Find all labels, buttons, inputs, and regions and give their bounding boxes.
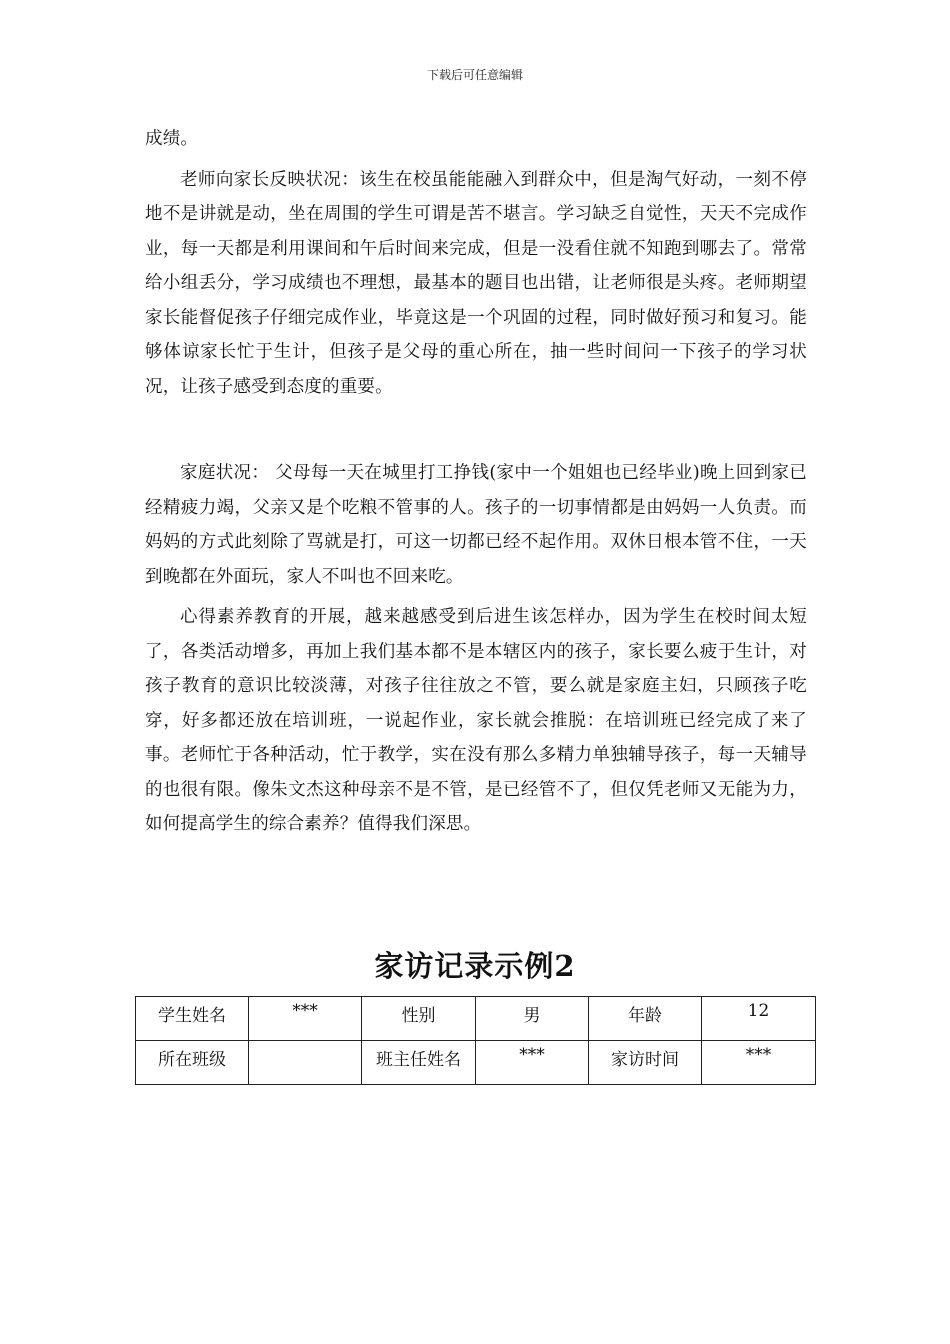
spacer [145,404,807,456]
table-cell-value [249,1041,362,1085]
table-cell-label: 年龄 [589,997,702,1041]
table-cell-value: *** [476,1041,589,1085]
table-row [136,997,816,1041]
paragraph-family-situation: 家庭状况： 父母每一天在城里打工挣钱(家中一个姐姐也已经毕业)晚上回到家已经精疲力竭，父亲又是个吃粮不管事的人。孩子的一切事情都是由妈妈一人负责。而妈妈的方式此刻除了骂就是打，可这一切都已经不起作用。双休日根本管不住，一天到晚都在外面玩，家人不叫也不回来吃。 [145,463,807,587]
table-cell-label: 性别 [362,997,476,1041]
table-row [136,1041,816,1085]
home-visit-info-table [135,996,816,1085]
table-cell-value: 12 [702,997,816,1041]
paragraph-continuation: 成绩。 [145,129,199,149]
table-cell-value: *** [702,1041,816,1085]
body-content [145,122,807,842]
table-cell-label: 班主任姓名 [362,1041,476,1085]
header-note: 下载后可任意编辑 [426,68,523,82]
table-cell-label: 家访时间 [589,1041,702,1085]
section-title: 家访记录示例2 [374,949,576,983]
table-cell-label: 学生姓名 [136,997,249,1041]
table-cell-value: 男 [476,997,589,1041]
table-cell-label: 所在班级 [136,1041,249,1085]
paragraph-teacher-feedback: 老师向家长反映状况：该生在校虽能能融入到群众中，但是淘气好动，一刻不停地不是讲就是动，坐在周围的学生可谓是苦不堪言。学习缺乏自觉性，天天不完成作业，每一天都是利用课间和午后时间来完成，但是一没看住就不知跑到哪去了。常常给小组丢分，学习成绩也不理想，最基本的题目也出错，让老师很是头疼。老师期望家长能督促孩子仔细完成作业，毕竟这是一个巩固的过程，同时做好预习和复习。能够体谅家长忙于生计，但孩子是父母的重心所在，抽一些时间问一下孩子的学习状况，让孩子感受到态度的重要。 [145,169,807,397]
paragraph-reflection: 心得素养教育的开展，越来越感受到后进生该怎样办，因为学生在校时间太短了，各类活动增多，再加上我们基本都不是本辖区内的孩子，家长要么疲于生计，对孩子教育的意识比较淡薄，对孩子往往放之不管，要么就是家庭主妇，只顾孩子吃穿，好多都还放在培训班，一说起作业，家长就会推脱：在培训班已经完成了来了事。老师忙于各种活动，忙于教学，实在没有那么多精力单独辅导孩子，每一天辅导的也很有限。像朱文杰这种母亲不是不管，是已经管不了，但仅凭老师又无能为力，如何提高学生的综合素养？值得我们深思。 [145,607,807,834]
table-cell-value: *** [249,997,362,1041]
